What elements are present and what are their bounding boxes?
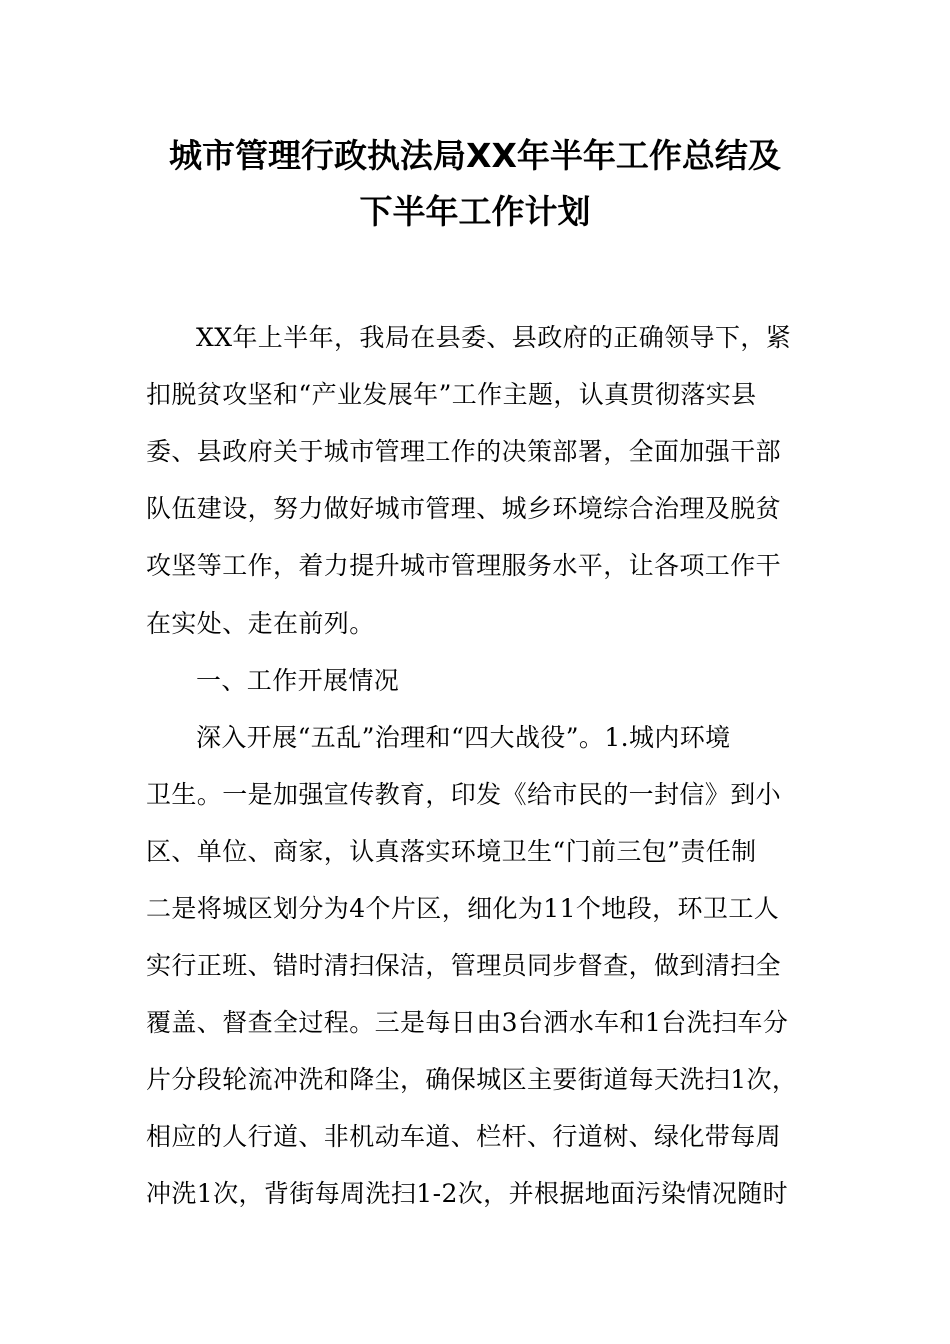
paragraph-line: 卫生。一是加强宣传教育，印发《给市民的一封信》到小 [146,780,782,809]
document-title-line-2: 下半年工作计划 [359,192,591,231]
paragraph-line: 相应的人行道、非机动车道、栏杆、行道树、绿化带每周 [146,1122,782,1151]
paragraph-line: 委、县政府关于城市管理工作的决策部署，全面加强干部 [146,437,782,466]
paragraph-line: 区、单位、商家，认真落实环境卫生“门前三包”责任制 [146,837,757,866]
paragraph-line: XX年上半年，我局在县委、县政府的正确领导下，紧 [196,323,792,352]
paragraph-line: 队伍建设，努力做好城市管理、城乡环境综合治理及脱贫 [146,494,782,523]
paragraph-line: 扣脱贫攻坚和“产业发展年”工作主题，认真贯彻落实县 [146,380,757,409]
document-title-line-1: 城市管理行政执法局XX年半年工作总结及 [169,136,781,175]
paragraph-line: 冲洗1次，背街每周洗扫1-2次，并根据地面污染情况随时 [146,1179,788,1208]
paragraph-line: 实行正班、错时清扫保洁，管理员同步督查，做到清扫全 [146,951,782,980]
paragraph-line: 在实处、走在前列。 [146,609,375,638]
section-heading: 一、工作开展情况 [196,666,400,695]
paragraph-line: 攻坚等工作，着力提升城市管理服务水平，让各项工作干 [146,551,782,580]
paragraph-line: 深入开展“五乱”治理和“四大战役”。1.城内环境 [196,723,731,752]
paragraph-line: 二是将城区划分为4个片区，细化为11个地段，环卫工人 [146,894,780,923]
paragraph-line: 片分段轮流冲洗和降尘，确保城区主要街道每天洗扫1次， [146,1065,798,1094]
paragraph-line: 覆盖、督查全过程。三是每日由3台洒水车和1台洗扫车分 [146,1008,789,1037]
